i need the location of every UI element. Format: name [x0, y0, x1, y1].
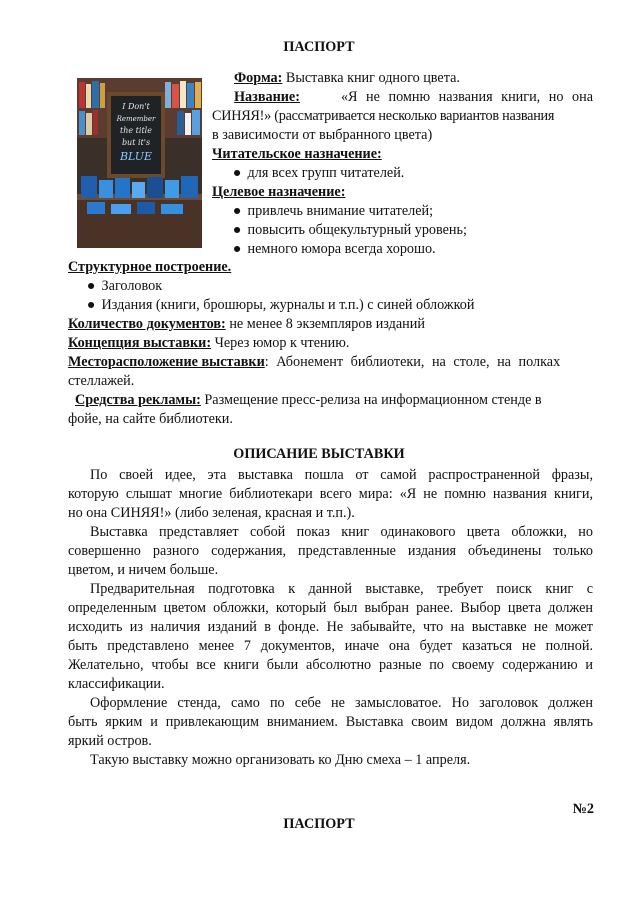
sign-text-line-2: Remember — [116, 115, 156, 123]
reader-label: Читательское назначение: — [212, 146, 382, 162]
target-item-text: привлечь внимание читателей; — [247, 203, 434, 219]
ads-value-line-1: Размещение пресс-релиза на информационном стенде в — [200, 392, 542, 408]
paragraph-1-line-2: которую слышат многие библиотекари всего мира: «Я не помню названия книги, — [68, 486, 593, 502]
ads-row — [75, 391, 542, 410]
paragraph-3-line-4: быть представлено менее 7 документов, иначе она будет казаться не полной. — [68, 638, 593, 654]
name-value-line-2: СИНЯЯ!» (рассматривается несколько вариантов названия — [212, 108, 555, 124]
bullet-icon: ● — [232, 222, 242, 238]
bullet-icon: ● — [232, 241, 242, 257]
paragraph-1-line-3: но она СИНЯЯ!» (либо зеленая, красная и т.п.). — [68, 505, 355, 521]
target-item — [230, 202, 433, 221]
structure-item-text: Заголовок — [101, 278, 163, 294]
exhibition-photo — [77, 78, 202, 248]
bullet-icon: ● — [86, 278, 96, 294]
reader-item — [230, 164, 404, 183]
paragraph-4-line-2: быть ярким и привлекающим вниманием. Выставка своим видом должна являть — [68, 714, 593, 730]
structure-label: Структурное построение. — [68, 259, 232, 275]
paragraph-2-line-3: цветом, и ничем больше. — [68, 562, 219, 578]
page-number: №2 — [572, 801, 594, 817]
form-label: Форма: — [234, 70, 283, 86]
next-page-title: ПАСПОРТ — [283, 816, 355, 832]
structure-item-text: Издания (книги, брошюры, журналы и т.п.) с синей обложкой — [101, 297, 475, 313]
paragraph-3-line-2: определенным цветом обложки, который был выбран ранее. Выбор цвета должен — [68, 600, 593, 616]
concept-value: Через юмор к чтению. — [211, 335, 350, 351]
sign-text-line-1: I Don't — [122, 102, 150, 111]
structure-item — [84, 296, 474, 315]
target-item-text: немного юмора всегда хорошо. — [247, 241, 436, 257]
paragraph-4-line-1: Оформление стенда, само по себе не замысловатое. Но заголовок должен — [90, 695, 593, 711]
sign-text-line-4: but it's — [121, 138, 151, 147]
location-value-line-2: стеллажей. — [68, 373, 135, 389]
target-item — [230, 240, 436, 259]
paragraph-4-line-3: яркий остров. — [68, 733, 152, 749]
location-value-line-1: : Абонемент библиотеки, на столе, на полках — [264, 354, 561, 370]
reader-item-text: для всех групп читателей. — [247, 165, 405, 181]
name-value-line-1: «Я не помню названия книги, но она — [340, 89, 593, 105]
form-row — [234, 69, 460, 88]
target-label: Целевое назначение: — [212, 184, 346, 200]
ads-value-line-2: фойе, на сайте библиотеки. — [68, 411, 233, 427]
paragraph-1-line-1: По своей идее, эта выставка пошла от самой распространенной фразы, — [90, 467, 593, 483]
concept-label: Концепция выставки: — [68, 335, 212, 351]
location-row — [68, 353, 593, 372]
structure-item — [84, 277, 162, 296]
paragraph-3-line-3: исходить из наличия изданий в фонде. Не забывайте, что на выставке не может — [68, 619, 593, 635]
exhibition-photo-svg — [77, 78, 202, 248]
target-item-text: повысить общекультурный уровень; — [247, 222, 467, 238]
page-title: ПАСПОРТ — [283, 39, 355, 55]
bullet-icon: ● — [232, 165, 242, 181]
count-value: не менее 8 экземпляров изданий — [225, 316, 425, 332]
name-label: Название: — [234, 89, 300, 105]
form-value: Выставка книг одного цвета. — [285, 70, 460, 86]
bullet-icon: ● — [232, 203, 242, 219]
bullet-icon: ● — [86, 297, 96, 313]
sign-text-line-5: BLUE — [119, 150, 153, 163]
paragraph-3-line-6: классификации. — [68, 676, 165, 692]
name-row — [234, 88, 593, 107]
location-label: Месторасположение выставки — [68, 354, 265, 370]
paragraph-5-line-1: Такую выставку можно организовать ко Дню смеха – 1 апреля. — [90, 752, 471, 768]
description-title: ОПИСАНИЕ ВЫСТАВКИ — [233, 446, 405, 462]
sign-text-line-3: the title — [120, 126, 152, 135]
name-value-line-3: в зависимости от выбранного цвета) — [212, 127, 433, 143]
paragraph-3-line-5: Желательно, чтобы все книги были абсолютно разные по своему содержанию и — [68, 657, 593, 673]
concept-row — [68, 334, 349, 353]
count-label: Количество документов: — [68, 316, 226, 332]
paragraph-2-line-2: совершенно разного содержания, представленные издания объединены только — [68, 543, 593, 559]
paragraph-3-line-1: Предварительная подготовка к данной выставке, требует поиск книг с — [90, 581, 593, 597]
count-row — [68, 315, 425, 334]
paragraph-2-line-1: Выставка представляет собой показ книг одинакового цвета обложки, но — [90, 524, 593, 540]
ads-label: Средства рекламы: — [75, 392, 201, 408]
target-item — [230, 221, 467, 240]
